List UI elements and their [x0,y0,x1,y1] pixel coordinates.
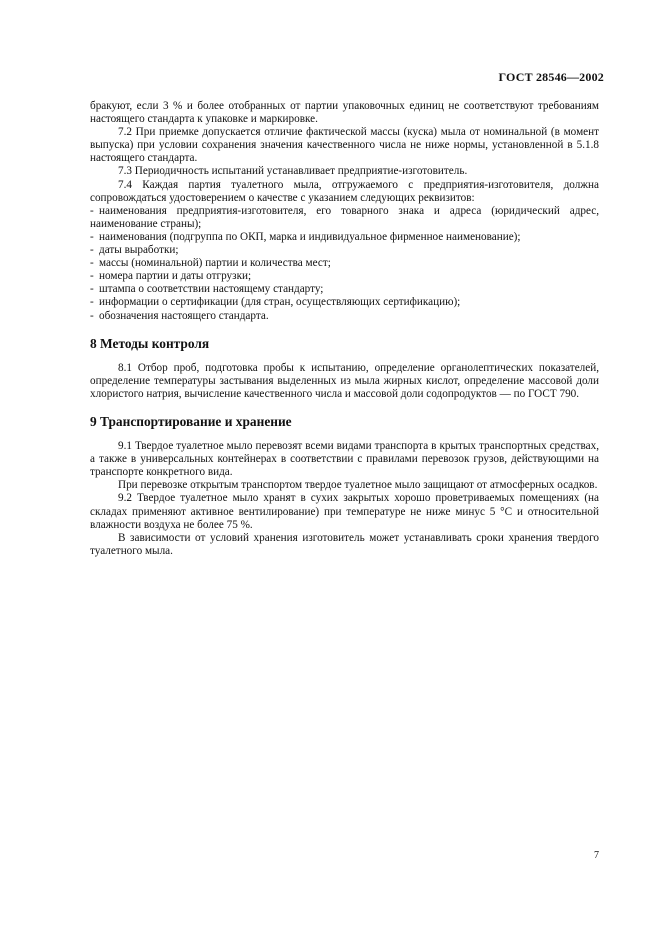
paragraph-7-4: 7.4 Каждая партия туалетного мыла, отгружаемого с предприятия-изготовителя, должна сопровождаться удостоверением о качестве с указанием следующих реквизитов: [90,178,599,204]
dash-marker: - [90,244,94,257]
dash-marker: - [90,204,94,217]
dash-marker: - [90,230,94,243]
list-item-text: штампа о соответствии настоящему стандарту; [99,283,324,296]
section-9-heading: 9 Транспортирование и хранение [90,413,292,429]
list-item [90,310,599,323]
list-item [90,244,599,257]
list-item-text: номера партии и даты отгрузки; [99,270,252,283]
list-item-text: наименования предприятия-изготовителя, его товарного знака и адреса (юридический адрес, наименование страны); [90,204,599,230]
dash-marker: - [90,270,94,283]
dash-marker: - [90,283,94,296]
list-item [90,231,599,244]
paragraph-9-1-transport: При перевозке открытым транспортом твердое туалетное мыло защищают от атмосферных осадков. [118,479,598,492]
list-item-text: наименования (подгруппа по ОКП, марка и индивидуальное фирменное наименование); [99,230,521,243]
list-item [90,257,599,270]
dash-marker: - [90,309,94,322]
dash-marker: - [90,257,94,270]
list-item [90,283,599,296]
paragraph-7-1-continuation: бракуют, если 3 % и более отобранных от партии упаковочных единиц не соответствуют требованиям настоящего стандарта к упаковке и маркировке. [90,100,599,126]
page-number: 7 [594,850,599,861]
section-8-heading: 8 Методы контроля [90,335,210,351]
list-item-text: даты выработки; [99,244,179,257]
document-header: ГОСТ 28546—2002 [498,70,604,84]
list-item-text: обозначения настоящего стандарта. [99,309,269,322]
list-item [90,296,599,309]
paragraph-9-2: 9.2 Твердое туалетное мыло хранят в сухих закрытых хорошо проветриваемых помещениях (на складах применяют активное вентилирование) при температуре не ниже минус 5 °С и относительной влажности воздуха не более 75 %. [90,492,599,531]
list-item [90,270,599,283]
list-item-text: массы (номинальной) партии и количества мест; [99,257,331,270]
paragraph-8-1: 8.1 Отбор проб, подготовка пробы к испытанию, определение органолептических показателей, определение температуры застывания выделенных из мыла жирных кислот, определение массовой доли хлористого натрия, вычисление качественного числа и массовой доли содопродуктов — по ГОСТ 790. [90,361,599,400]
dash-marker: - [90,296,94,309]
paragraph-9-2-storage: В зависимости от условий хранения изготовитель может устанавливать сроки хранения твердого туалетного мыла. [90,531,599,557]
requisites-list [90,205,599,323]
list-item [90,205,599,231]
paragraph-7-3: 7.3 Периодичность испытаний устанавливает предприятие-изготовитель. [118,165,468,178]
paragraph-7-2: 7.2 При приемке допускается отличие фактической массы (куска) мыла от номинальной (в момент выпуска) при условии сохранения значения качественного числа не ниже нормы, установленной в 5.1.8 настоящего стандарта. [90,126,599,165]
list-item-text: информации о сертификации (для стран, осуществляющих сертификацию); [99,296,461,309]
document-body [90,100,599,558]
paragraph-9-1: 9.1 Твердое туалетное мыло перевозят всеми видами транспорта в крытых транспортных средствах, а также в универсальных контейнерах в соответствии с правилами перевозок грузов, действующими на транспорте конкретного вида. [90,440,599,479]
